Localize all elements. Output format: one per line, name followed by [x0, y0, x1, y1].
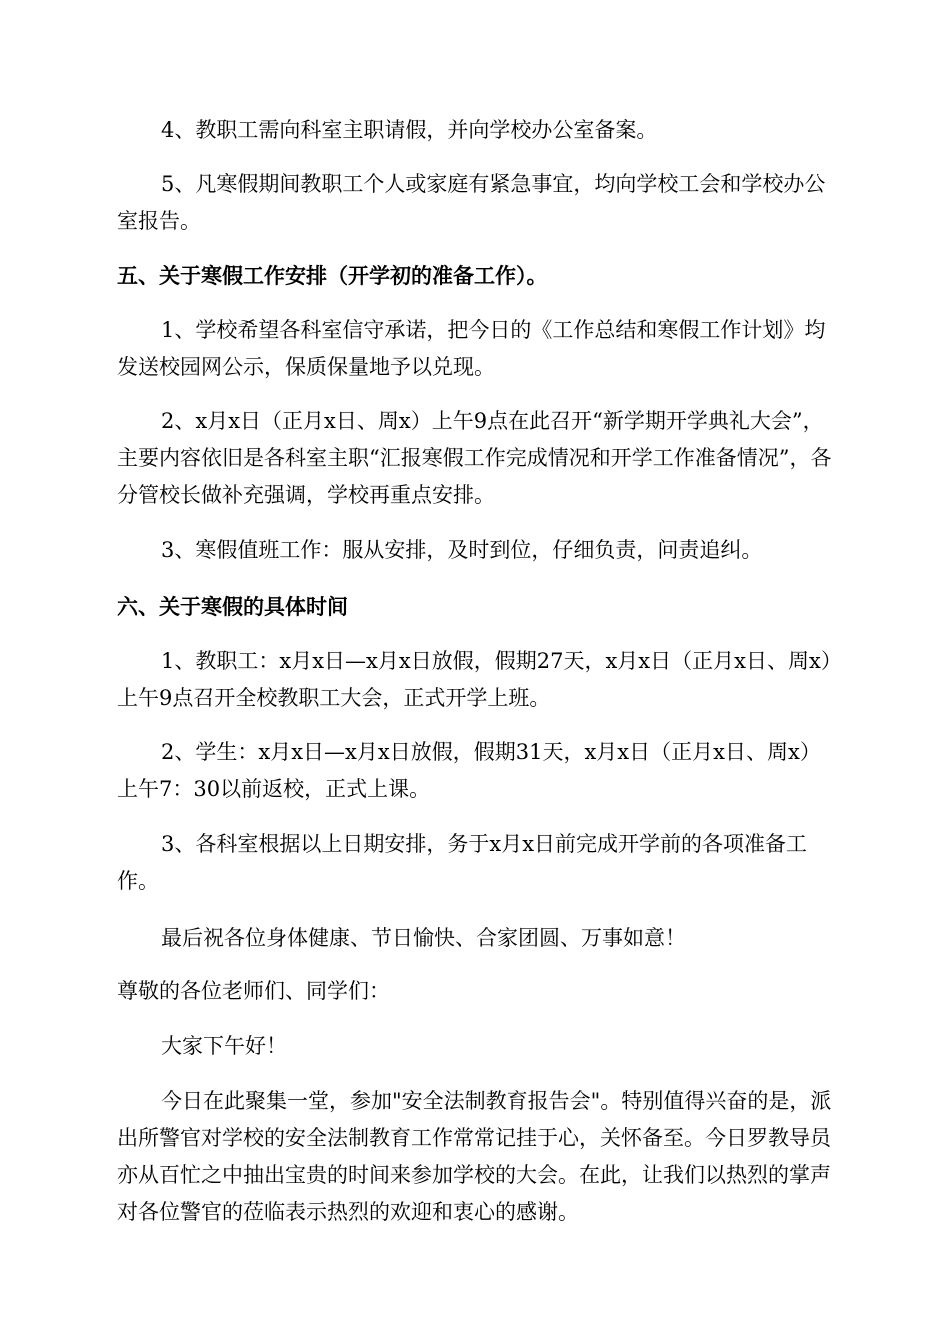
paragraph-duty-work: 3、寒假值班工作：服从安排，及时到位，仔细负责，问责追纠。 [161, 538, 763, 562]
paragraph-leave-request: 4、教职工需向科室主职请假，并向学校办公室备案。 [161, 118, 658, 142]
speech-salutation: 尊敬的各位老师们、同学们： [117, 979, 390, 1003]
section-heading-five: 五、关于寒假工作安排（开学初的准备工作）。 [117, 263, 548, 288]
paragraph-work-plan: 1、学校希望各科室信守承诺，把今日的《工作总结和寒假工作计划》均发送校园网公示，保质保量地予以兑现。 [117, 318, 826, 379]
paragraph-closing-wishes: 最后祝各位身体健康、节日愉快、合家团圆、万事如意！ [161, 926, 686, 950]
paragraph-department-prep: 3、各科室根据以上日期安排，务于x月x日前完成开学前的各项准备工作。 [117, 832, 808, 893]
paragraph-staff-schedule: 1、教职工：x月x日—x月x日放假，假期27天，x月x日（正月x日、周x）上午9点召开全校教职工大会，正式开学上班。 [117, 649, 832, 710]
paragraph-emergency-report: 5、凡寒假期间教职工个人或家庭有紧急事宜，均向学校工会和学校办公室报告。 [117, 172, 826, 233]
paragraph-student-schedule: 2、学生：x月x日—x月x日放假，假期31天，x月x日（正月x日、周x）上午7：30以前返校，正式上课。 [117, 740, 821, 801]
section-heading-six: 六、关于寒假的具体时间 [117, 594, 348, 619]
paragraph-opening-ceremony: 2、x月x日（正月x日、周x）上午9点在此召开“新学期开学典礼大会”，主要内容依旧是各科室主职“汇报寒假工作完成情况和开学工作准备情况”，各分管校长做补充强调，学校再重点安排。 [117, 409, 832, 507]
speech-greeting: 大家下午好！ [161, 1034, 287, 1058]
speech-body: 今日在此聚集一堂，参加"安全法制教育报告会"。特别值得兴奋的是，派出所警官对学校的安全法制教育工作常常记挂于心，关怀备至。今日罗教导员亦从百忙之中抽出宝贵的时间来参加学校的大会。在此，让我们以热烈的掌声对各位警官的莅临表示热烈的欢迎和衷心的感谢。 [117, 1089, 832, 1224]
